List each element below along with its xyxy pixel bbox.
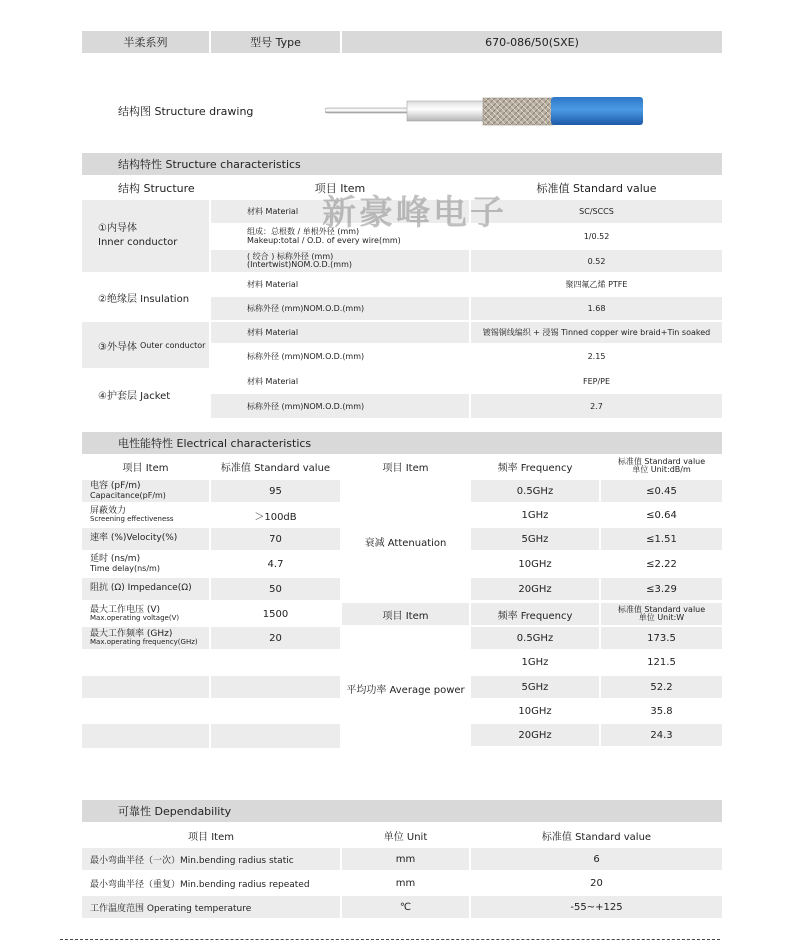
attenuation-item-header: 项目 Item bbox=[382, 462, 429, 474]
table-row-item: 组成：总根数 / 单根外径 (mm) Makeup:total / O.D. of every wire(mm) bbox=[247, 227, 401, 245]
electrical-value: 95 bbox=[211, 480, 340, 502]
structure-drawing-label: 结构图 Structure drawing bbox=[118, 105, 254, 118]
table-row-value: 1/0.52 bbox=[583, 232, 610, 241]
item-col-header: 项目 Item bbox=[314, 182, 366, 195]
table-row-value: 2.15 bbox=[587, 352, 606, 361]
power-value: 121.5 bbox=[647, 656, 676, 668]
table-row-item: 标称外径 (mm)NOM.O.D.(mm) bbox=[211, 297, 469, 320]
table-row-item: 标称外径 (mm)NOM.O.D.(mm) bbox=[211, 394, 469, 418]
type-value-cell: 670-086/50(SXE) bbox=[342, 31, 722, 53]
electrical-section-title: 电性能特性 Electrical characteristics bbox=[82, 432, 722, 454]
attenuation-frequency: 20GHz bbox=[471, 578, 599, 600]
jacket-label: ④护套层 Jacket bbox=[98, 390, 171, 402]
power-label: 平均功率 Average power bbox=[346, 684, 465, 696]
table-row-value: 2.7 bbox=[471, 394, 722, 418]
table-row-value: 镀锡铜线编织 + 浸锡 Tinned copper wire braid+Tin soaked bbox=[471, 322, 722, 343]
watermark: 新豪峰电子 bbox=[322, 193, 507, 233]
dependability-item: 最小弯曲半径（一次）Min.bending radius static bbox=[82, 848, 340, 870]
electrical-item: 最大工作频率 (GHz) Max.operating frequency(GHz) bbox=[82, 627, 209, 649]
attenuation-freq-header: 频率 Frequency bbox=[497, 462, 573, 474]
attenuation-frequency: 0.5GHz bbox=[471, 480, 599, 502]
cable-structure-image bbox=[325, 94, 645, 128]
electrical-item: 屏蔽效力 Screening effectiveness bbox=[90, 505, 174, 524]
electrical-value: 1500 bbox=[262, 608, 289, 620]
dependability-item: 工作温度范围 Operating temperature bbox=[82, 896, 340, 918]
dependability-section-title: 可靠性 Dependability bbox=[82, 800, 722, 822]
inner-conductor-label: ①内导体 Inner conductor bbox=[82, 200, 209, 272]
electrical-value: 70 bbox=[211, 528, 340, 550]
dependability-value: 6 bbox=[471, 848, 722, 870]
attenuation-value: ≤2.22 bbox=[646, 558, 677, 570]
table-row-value: FEP/PE bbox=[582, 376, 611, 386]
power-value: 173.5 bbox=[601, 627, 722, 649]
dependability-unit: mm bbox=[395, 877, 416, 889]
power-value: 52.2 bbox=[601, 676, 722, 698]
power-frequency: 10GHz bbox=[518, 705, 552, 717]
electrical-value-header: 标准值 Standard value bbox=[220, 462, 331, 474]
electrical-item: 电容 (pF/m) Capacitance(pF/m) bbox=[82, 480, 209, 502]
dependability-unit: ℃ bbox=[342, 896, 469, 918]
table-row-value: 0.52 bbox=[471, 250, 722, 272]
power-frequency: 0.5GHz bbox=[471, 627, 599, 649]
empty-cell bbox=[82, 676, 209, 698]
dependability-unit-header: 单位 Unit bbox=[383, 831, 428, 843]
table-row-item: 材料 Material bbox=[211, 322, 469, 343]
electrical-item: 延时 (ns/m) Time delay(ns/m) bbox=[90, 554, 160, 573]
power-value: 35.8 bbox=[650, 705, 673, 717]
series-cell: 半柔系列 bbox=[82, 31, 209, 53]
dependability-item: 最小弯曲半径（重复）Min.bending radius repeated bbox=[90, 879, 310, 890]
power-value: 24.3 bbox=[601, 724, 722, 746]
power-frequency: 5GHz bbox=[471, 676, 599, 698]
insulation-label: ②绝缘层 Insulation bbox=[98, 293, 190, 305]
table-row-item: 材料 Material bbox=[211, 200, 469, 223]
standard-value-col-header: 标准值 Standard value bbox=[536, 182, 657, 195]
empty-cell bbox=[82, 724, 209, 748]
table-row-item: 标称外径 (mm)NOM.O.D.(mm) bbox=[247, 352, 365, 361]
outer-conductor-label: ③外导体 Outer conductor bbox=[82, 322, 209, 368]
attenuation-std-header: 标准值 Standard value 单位 Unit:dB/m bbox=[617, 456, 706, 474]
power-freq-header: 频率 Frequency bbox=[471, 603, 599, 625]
attenuation-value: ≤1.51 bbox=[601, 528, 722, 550]
empty-cell bbox=[211, 724, 340, 748]
attenuation-value: ≤3.29 bbox=[601, 578, 722, 600]
structure-col-header: 结构 Structure bbox=[118, 182, 195, 195]
power-std-header: 标准值 Standard value 单位 Unit:W bbox=[601, 603, 722, 625]
electrical-value: 4.7 bbox=[267, 558, 284, 570]
dependability-unit: mm bbox=[342, 848, 469, 870]
attenuation-value: ≤0.45 bbox=[601, 480, 722, 502]
dependability-value: -55~+125 bbox=[471, 896, 722, 918]
table-row-item: 材料 Material bbox=[247, 280, 299, 289]
empty-cell bbox=[211, 676, 340, 698]
electrical-item: 最大工作电压 (V) Max.operating voltage(V) bbox=[90, 604, 180, 623]
attenuation-value: ≤0.64 bbox=[646, 509, 677, 521]
dependability-value-header: 标准值 Standard value bbox=[541, 831, 652, 843]
electrical-value: ＞100dB bbox=[254, 511, 297, 523]
table-row-value: SC/SCCS bbox=[471, 200, 722, 223]
electrical-value: 20 bbox=[211, 627, 340, 649]
type-label-cell: 型号 Type bbox=[211, 31, 340, 53]
attenuation-frequency: 10GHz bbox=[518, 558, 552, 570]
dependability-item-header: 项目 Item bbox=[188, 831, 234, 843]
dependability-value: 20 bbox=[590, 877, 603, 889]
table-row-item: ( 绞合 ) 标称外径 (mm) (Intertwist)NOM.O.D.(mm) bbox=[211, 250, 469, 272]
table-row-value: 聚四氟乙烯 PTFE bbox=[565, 280, 628, 289]
electrical-item: 阻抗 (Ω) Impedance(Ω) bbox=[82, 578, 209, 600]
electrical-item: 速率 (%)Velocity(%) bbox=[82, 528, 209, 550]
table-row-value: 1.68 bbox=[471, 297, 722, 320]
attenuation-label: 衰减 Attenuation bbox=[364, 538, 447, 549]
structure-section-title: 结构特性 Structure characteristics bbox=[82, 153, 722, 175]
table-row-item: 材料 Material bbox=[247, 376, 299, 386]
attenuation-frequency: 1GHz bbox=[521, 509, 549, 521]
power-frequency: 1GHz bbox=[521, 656, 549, 668]
power-frequency: 20GHz bbox=[471, 724, 599, 746]
electrical-value: 50 bbox=[211, 578, 340, 600]
power-item-header: 项目 Item bbox=[342, 603, 469, 625]
footer-divider bbox=[60, 939, 720, 940]
attenuation-frequency: 5GHz bbox=[471, 528, 599, 550]
electrical-item-header: 项目 Item bbox=[122, 462, 169, 474]
